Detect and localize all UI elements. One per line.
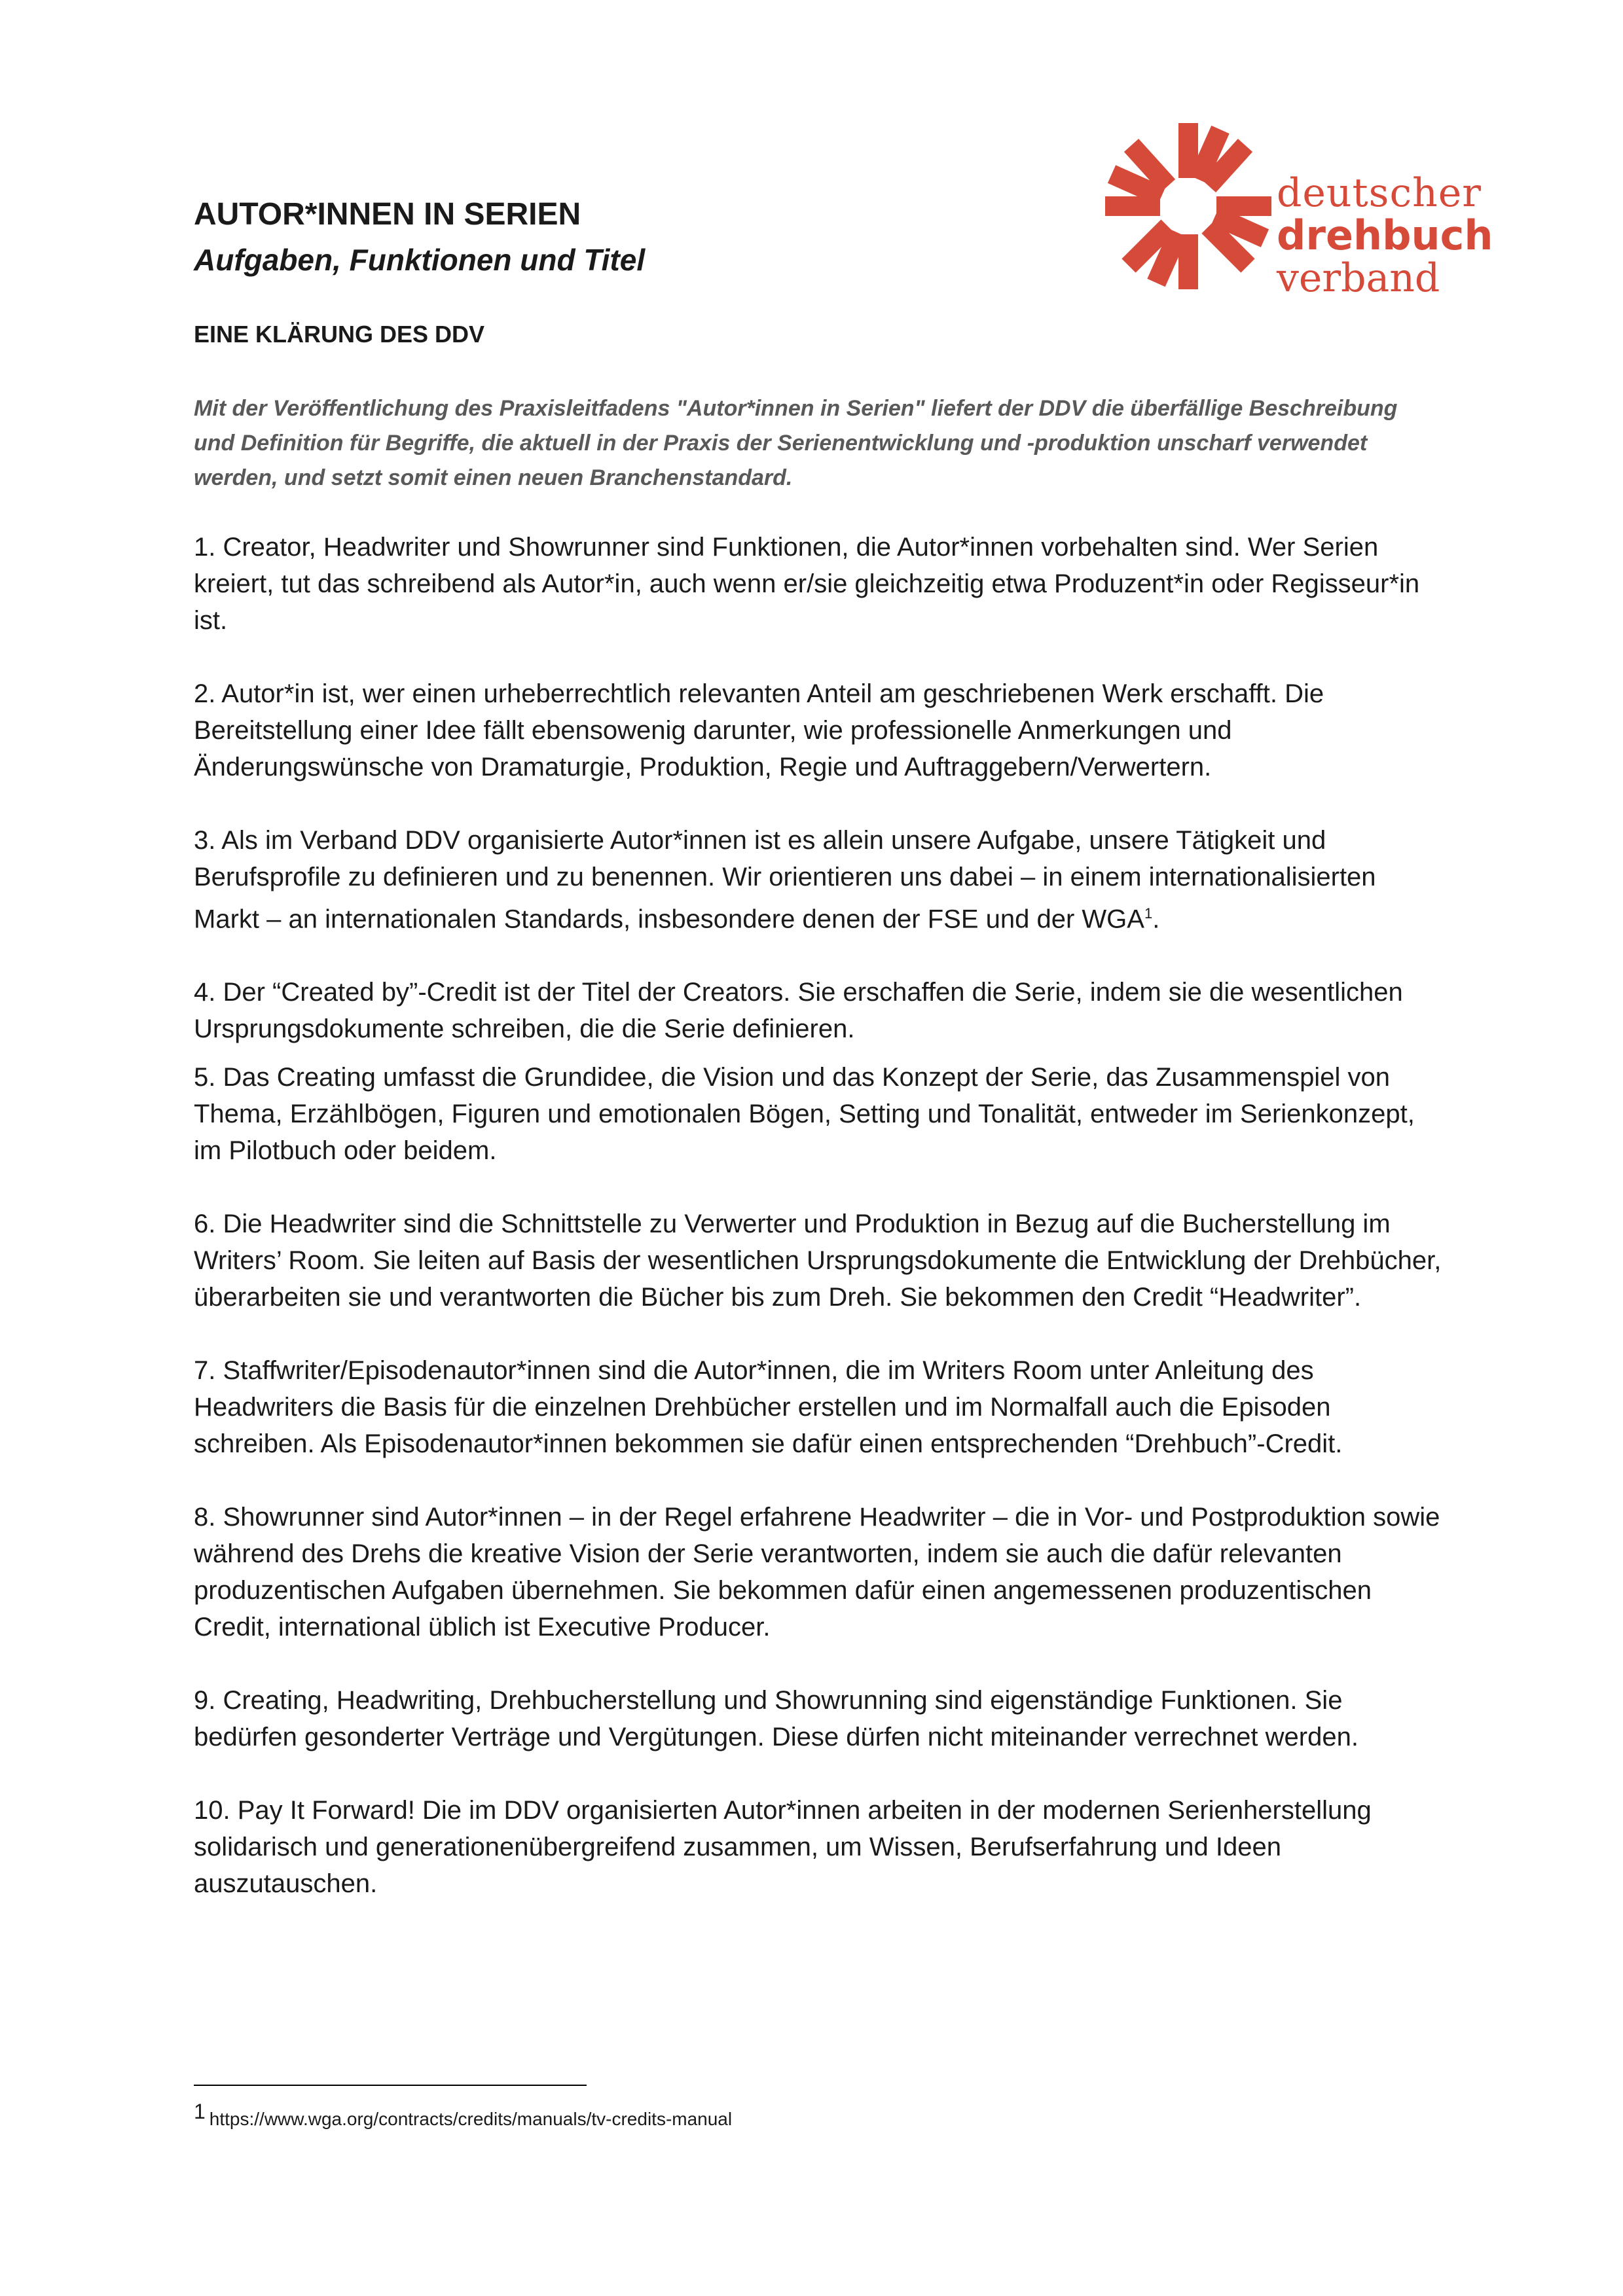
ddv-logo xyxy=(1100,118,1506,308)
point-1: 1. Creator, Headwriter und Showrunner sind Funktionen, die Autor*innen vorbehalten sind. Wer Serien kreiert, tut das schreibend als Autor*in, auch wenn er/sie gleichzeitig etwa Produzent*in oder Regisseur*in ist. xyxy=(194,533,1420,635)
document-title: AUTOR*INNEN IN SERIEN xyxy=(194,197,581,232)
point-3-text: 3. Als im Verband DDV organisierte Autor*innen ist es allein unsere Aufgabe, unsere Tätigkeit und Berufsprofile zu definieren und zu benennen. Wir orientieren uns dabei – in einem internationalisierten Markt – an internationalen Standards, insbesondere denen der FSE und der WGA xyxy=(194,826,1376,934)
section-heading: EINE KLÄRUNG DES DDV xyxy=(194,321,485,348)
points-list xyxy=(194,529,1444,1939)
point-3 xyxy=(194,822,1444,937)
point-5: 5. Das Creating umfasst die Grundidee, die Vision und das Konzept der Serie, das Zusammenspiel von Thema, Erzählbögen, Figuren und emotionalen Bögen, Setting und Tonalität, entweder im Serienkonzept, im Pilotbuch oder beidem. xyxy=(194,1063,1415,1166)
logo-wordmark xyxy=(1277,170,1493,301)
document-subtitle: Aufgaben, Funktionen und Titel xyxy=(194,243,646,277)
intro-paragraph: Mit der Veröffentlichung des Praxisleitfadens "Autor*innen in Serien" liefert der DDV die überfällige Beschreibung und Definition für Begriffe, die aktuell in der Praxis der Serienentwicklung und -produktion unscharf verwendet werden, und setzt somit einen neuen Branchenstandard. xyxy=(194,396,1398,490)
logo-line-deutscher: deutscher xyxy=(1277,170,1482,216)
starburst-icon xyxy=(1100,118,1277,295)
point-9: 9. Creating, Headwriting, Drehbucherstellung und Showrunning sind eigenständige Funktionen. Sie bedürfen gesonderter Verträge und Vergütungen. Diese dürfen nicht miteinander verrechnet werden. xyxy=(194,1686,1359,1752)
point-2: 2. Autor*in ist, wer einen urheberrechtlich relevanten Anteil am geschriebenen Werk erschafft. Die Bereitstellung einer Idee fällt ebensowenig darunter, wie professionelle Anmerkungen und Änderungswünsche von Dramaturgie, Produktion, Regie und Auftraggebern/Verwertern. xyxy=(194,679,1324,781)
point-4: 4. Der “Created by”-Credit ist der Titel der Creators. Sie erschaffen die Serie, indem sie die wesentlichen Ursprungsdokumente schreiben, die die Serie definieren. xyxy=(194,978,1403,1044)
point-8: 8. Showrunner sind Autor*innen – in der Regel erfahrene Headwriter – die in Vor- und Postproduktion sowie während des Drehs die kreative Vision der Serie verantworten, indem sie auch die dafür relevanten produzentischen Aufgaben übernehmen. Sie bekommen dafür einen angemessenen produzentischen Credit, international üblich ist Executive Producer. xyxy=(194,1503,1440,1642)
footnote-reference[interactable]: 1 xyxy=(1144,905,1153,922)
point-10: 10. Pay It Forward! Die im DDV organisierten Autor*innen arbeiten in der modernen Serienherstellung solidarisch und generationenübergreifend zusammen, um Wissen, Berufserfahrung und Ideen auszutauschen. xyxy=(194,1796,1372,1899)
footnote-divider xyxy=(194,2085,587,2086)
footnote-link[interactable]: https://www.wga.org/contracts/credits/manuals/tv-credits-manual xyxy=(209,2109,733,2129)
logo-line-verband: verband xyxy=(1277,255,1440,301)
point-7: 7. Staffwriter/Episodenautor*innen sind die Autor*innen, die im Writers Room unter Anleitung des Headwriters die Basis für die einzelnen Drehbücher erstellen und im Normalfall auch die Episoden schreiben. Als Episodenautor*innen bekommen sie dafür einen entsprechenden “Drehbuch”-Credit. xyxy=(194,1356,1343,1459)
footnote-number: 1 xyxy=(194,2100,206,2123)
point-3-tail: . xyxy=(1152,905,1160,934)
logo-line-drehbuch: drehbuch xyxy=(1277,211,1493,259)
footnote xyxy=(194,2100,732,2130)
point-6: 6. Die Headwriter sind die Schnittstelle zu Verwerter und Produktion in Bezug auf die Bucherstellung im Writers’ Room. Sie leiten auf Basis der wesentlichen Ursprungsdokumente die Entwicklung der Drehbücher, überarbeiten sie und verantworten die Bücher bis zum Dreh. Sie bekommen den Credit “Headwriter”. xyxy=(194,1210,1442,1312)
